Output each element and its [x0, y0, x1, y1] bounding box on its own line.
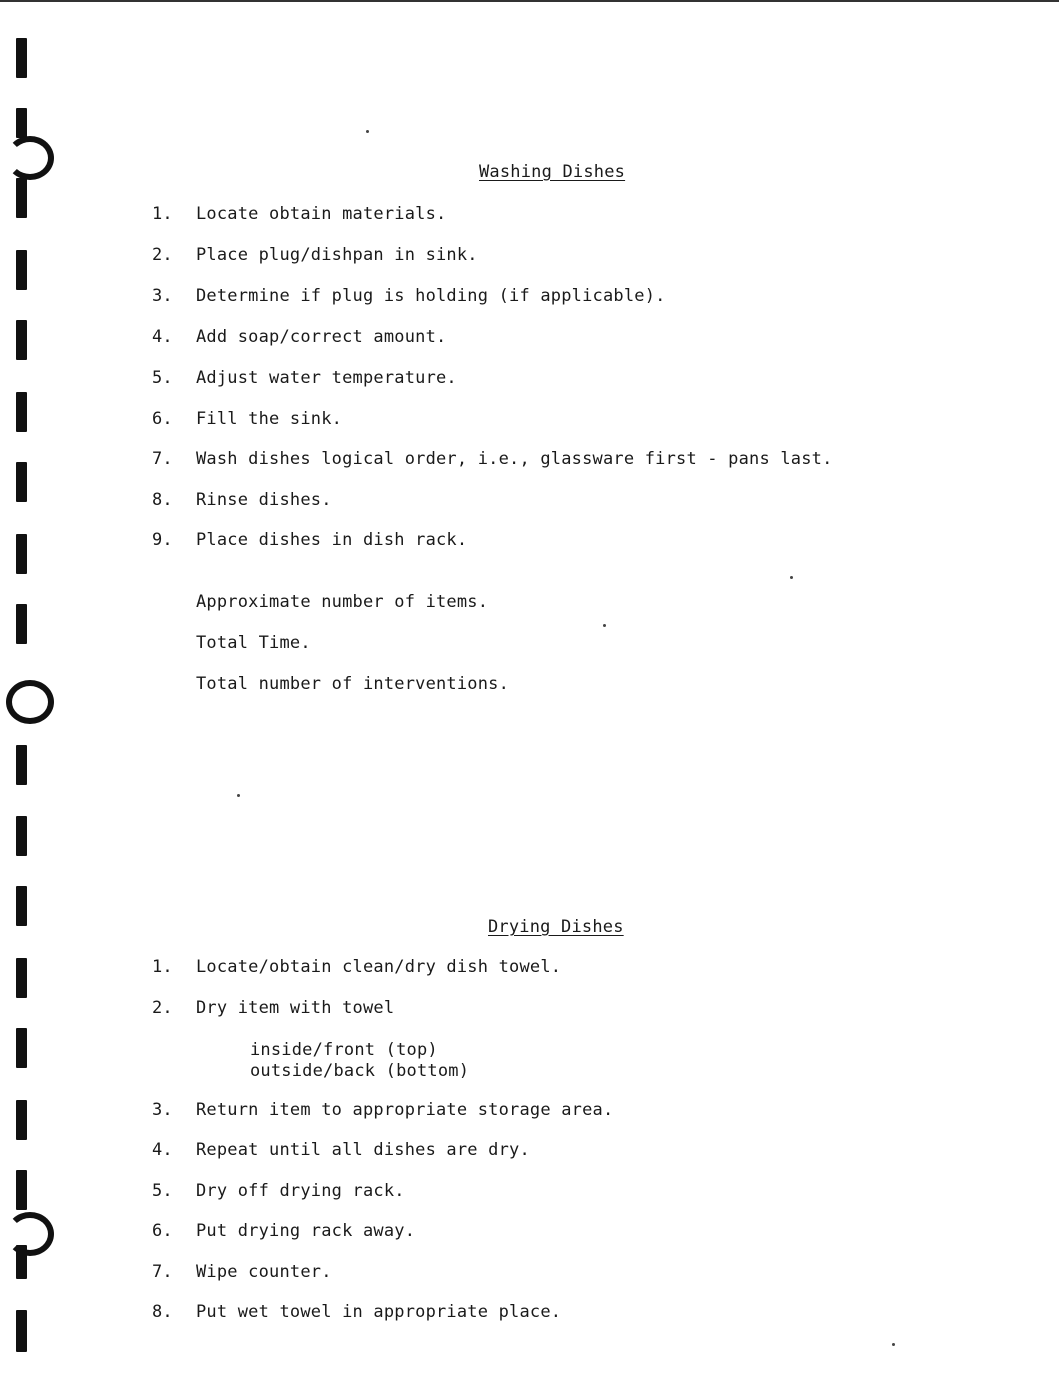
step-number: 9.: [152, 530, 173, 550]
step-text: Wash dishes logical order, i.e., glassware first - pans last.: [196, 449, 833, 469]
step-number: 1.: [152, 204, 173, 224]
step-number: 5.: [152, 1181, 173, 1201]
step-number: 8.: [152, 1302, 173, 1322]
step-text: Add soap/correct amount.: [196, 327, 447, 347]
step-text: Determine if plug is holding (if applicable).: [196, 286, 666, 306]
washing-dishes-title: Washing Dishes: [479, 162, 626, 182]
step-text: Adjust water temperature.: [196, 368, 457, 388]
step-number: 2.: [152, 245, 173, 265]
step-number: 2.: [152, 998, 173, 1018]
step-number: 7.: [152, 449, 173, 469]
step-text: Dry item with towel: [196, 998, 395, 1018]
step-number: 4.: [152, 1140, 173, 1160]
step-number: 5.: [152, 368, 173, 388]
drying-sub-item: outside/back (bottom): [250, 1061, 470, 1081]
step-text: Fill the sink.: [196, 409, 343, 429]
step-text: Locate obtain materials.: [196, 204, 447, 224]
step-number: 6.: [152, 1221, 173, 1241]
step-text: Return item to appropriate storage area.: [196, 1100, 614, 1120]
step-text: Place plug/dishpan in sink.: [196, 245, 478, 265]
washing-note: Total number of interventions.: [196, 674, 510, 694]
step-number: 3.: [152, 1100, 173, 1120]
washing-note: Approximate number of items.: [196, 592, 489, 612]
step-number: 7.: [152, 1262, 173, 1282]
step-number: 8.: [152, 490, 173, 510]
drying-dishes-title: Drying Dishes: [488, 917, 624, 937]
step-text: Locate/obtain clean/dry dish towel.: [196, 957, 562, 977]
step-number: 4.: [152, 327, 173, 347]
step-number: 1.: [152, 957, 173, 977]
step-number: 3.: [152, 286, 173, 306]
step-text: Wipe counter.: [196, 1262, 332, 1282]
step-text: Dry off drying rack.: [196, 1181, 405, 1201]
washing-note: Total Time.: [196, 633, 311, 653]
drying-sub-item: inside/front (top): [250, 1040, 438, 1060]
step-text: Put wet towel in appropriate place.: [196, 1302, 562, 1322]
step-number: 6.: [152, 409, 173, 429]
step-text: Repeat until all dishes are dry.: [196, 1140, 530, 1160]
step-text: Place dishes in dish rack.: [196, 530, 468, 550]
step-text: Rinse dishes.: [196, 490, 332, 510]
step-text: Put drying rack away.: [196, 1221, 416, 1241]
